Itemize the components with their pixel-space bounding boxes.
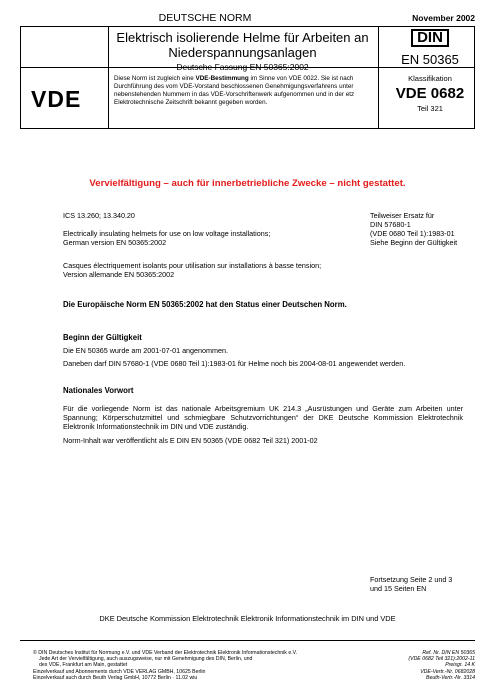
- english-title: [63, 229, 270, 247]
- french-title-line-1: Casques électriquement isolants pour utilisation sur installations à basse tension;: [63, 261, 322, 270]
- ersatz-line-1: Teilweiser Ersatz für: [370, 211, 435, 220]
- french-title-line-2: Version allemande EN 50365:2002: [63, 270, 175, 279]
- title-line-2: Niederspannungsanlagen: [168, 45, 317, 60]
- norm-number: EN 50365: [401, 52, 459, 67]
- german-version: Deutsche Fassung EN 50365:2002: [176, 62, 309, 72]
- title-block: [110, 30, 375, 72]
- vorwort-heading: Nationales Vorwort: [63, 386, 134, 395]
- vde-logo: VDE: [31, 86, 82, 112]
- fortsetzung-line-1: Fortsetzung Seite 2 und 3: [370, 575, 453, 584]
- vde-rule: [20, 128, 475, 129]
- deutsche-norm-label: DEUTSCHE NORM: [158, 12, 252, 24]
- vde-info-text: [114, 75, 372, 107]
- footer-left-line: Jede Art der Vervielfältigung, auch auszugsweise, nur mit Genehmigung des DIN, Berlin, und: [39, 656, 253, 663]
- footer-right-line: Beuth-Vertr.-Nr. 3314: [425, 674, 475, 681]
- english-title-line-1: Electrically insulating helmets for use on low voltage installations;: [63, 229, 271, 238]
- fortsetzung-line-2: und 15 Seiten EN: [370, 584, 427, 593]
- ersatz-line-3: (VDE 0680 Teil 1):1983-01: [370, 229, 455, 238]
- continuation-note: [370, 575, 452, 593]
- divider-left: [108, 26, 109, 128]
- footer-left-line: Einzelverkauf und Abonnements durch VDE VERLAG GMBH, 10625 Berlin: [33, 668, 206, 675]
- footer-right-line: Ref. Nr. DIN EN 50365: [422, 650, 475, 656]
- copy-warning: Vervielfältigung – auch für innerbetriebliche Zwecke – nicht gestattet.: [89, 178, 406, 189]
- vorwort-paragraph-2: Norm-Inhalt war veröffentlicht als E DIN EN 50365 (VDE 0682 Teil 321) 2001-02: [63, 436, 318, 445]
- klassifikation-label: Klassifikation: [408, 74, 452, 83]
- header-rule: [20, 26, 475, 27]
- vde-teil: Teil 321: [417, 104, 443, 113]
- beginn-paragraph-2: Daneben darf DIN 57680-1 (VDE 0680 Teil 1):1983-01 für Helme noch bis 2004-08-01 angewendet werden.: [63, 359, 406, 368]
- footer-right-line: VDE-Vertr.-Nr. 0682028: [420, 668, 475, 675]
- footer-left-line: des VDE, Frankfurt am Main, gestattet: [39, 662, 128, 669]
- footer-copyright: [33, 650, 297, 681]
- ics-codes: ICS 13.260; 13.340.20: [63, 211, 135, 220]
- beginn-paragraph-1: Die EN 50365 wurde am 2001-07-01 angenommen.: [63, 346, 229, 355]
- vde-number: VDE 0682: [395, 85, 465, 102]
- din-block: [385, 29, 475, 67]
- footer-left-line: © DIN Deutsches Institut für Normung e.V. und VDE Verband der Elektrotechnik Elektronik Informationstechnik e.V.: [33, 650, 298, 656]
- frame-left: [20, 26, 21, 128]
- beginn-heading: Beginn der Gültigkeit: [63, 333, 142, 342]
- ersatz-line-2: DIN 57680-1: [370, 220, 411, 229]
- issue-date: November 2002: [412, 13, 475, 23]
- klassifikation-block: [380, 74, 480, 113]
- replacement-note: [370, 211, 457, 247]
- footer-reference: [408, 650, 475, 681]
- info-text-part2: im Sinne von VDE 0022. Sie ist nach Durchführung des vom VDE-Vorstand beschlossenen Genehmigungsverfahrens unter nebenstehenden Nummern in das VDE-Vorschriftenwerk aufgenommen und in der etz Elektrotechnische Zeitschrift bekannt gegeben worden.: [114, 75, 355, 106]
- info-text-bold: VDE-Bestimmung: [195, 75, 249, 82]
- footer-left-line: Einzelverkauf auch durch Beuth Verlag GmbH, 10772 Berlin · 11.02 wiu: [33, 674, 198, 681]
- french-title: [63, 261, 321, 279]
- din-logo: DIN: [411, 29, 449, 47]
- info-text-part1: Diese Norm ist zugleich eine: [114, 75, 196, 82]
- status-statement: Die Europäische Norm EN 50365:2002 hat den Status einer Deutschen Norm.: [63, 300, 347, 309]
- footer-right-line: (VDE 0682 Teil 321):2002-11: [408, 656, 475, 663]
- ersatz-line-4: Siehe Beginn der Gültigkeit: [370, 238, 458, 247]
- top-header: [20, 10, 475, 26]
- footer-rule: [20, 640, 475, 641]
- vorwort-paragraph-1: Für die vorliegende Norm ist das nationale Arbeitsgremium UK 214.3 „Ausrüstungen und Geräte zum Arbeiten unter Spannung; Körperschutzmittel und schmiegbare Schutzvorrichtungen“ der DKE Deutsche Kommission Elektrotechnik Elektronik Informationstechnik im DIN und VDE zuständig.: [63, 404, 463, 431]
- english-title-line-2: German version EN 50365:2002: [63, 238, 167, 247]
- divider-right: [378, 26, 379, 128]
- dke-line: DKE Deutsche Kommission Elektrotechnik Elektronik Informationstechnik im DIN und VDE: [99, 614, 396, 623]
- title-line-1: Elektrisch isolierende Helme für Arbeiten an: [116, 30, 369, 45]
- footer-right-line: Preisgr. 14 K: [445, 662, 475, 669]
